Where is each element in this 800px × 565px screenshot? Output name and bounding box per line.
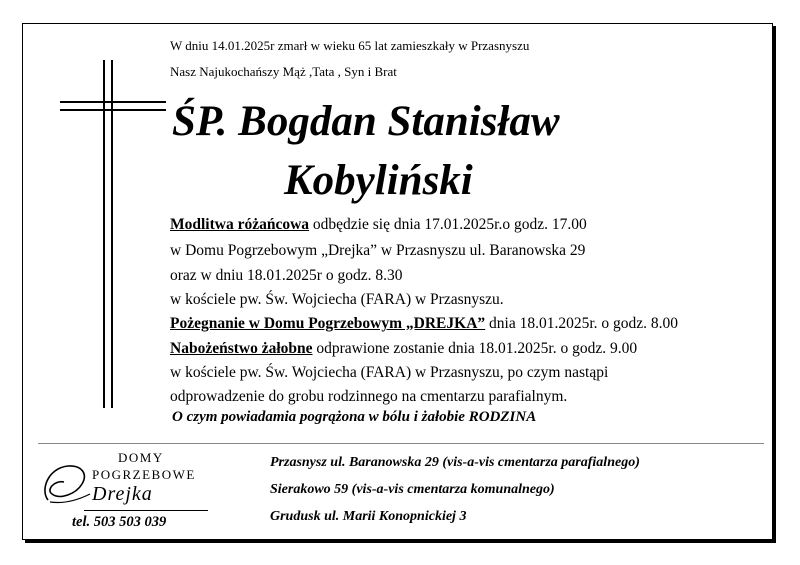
ceremony-line-4: w kościele pw. Św. Wojciecha (FARA) w Przasnyszu.	[170, 291, 504, 308]
farewell-text: dnia 18.01.2025r. o godz. 8.00	[485, 315, 679, 332]
logo-underline	[84, 510, 208, 511]
intro-line-2: Nasz Najukochańszy Mąż ,Tata , Syn i Brat	[170, 64, 397, 79]
farewell-line	[170, 316, 678, 332]
deceased-name-line-2: Kobyliński	[284, 157, 473, 204]
ceremony-line-7: w kościele pw. Św. Wojciecha (FARA) w Przasnyszu, po czym nastąpi	[170, 364, 609, 381]
divider	[38, 443, 764, 444]
closing-line: O czym powiadamia pogrążona w bólu i żałobie RODZINA	[172, 409, 537, 425]
logo-flourish-icon	[38, 460, 94, 508]
ceremony-line-8: odprowadzenie do grobu rodzinnego na cmentarzu parafialnym.	[170, 388, 568, 405]
service-label: Nabożeństwo żałobne	[170, 340, 313, 357]
deceased-name-line-1: ŚP. Bogdan Stanisław	[172, 98, 560, 145]
farewell-label: Pożegnanie w Domu Pogrzebowym „DREJKA”	[170, 315, 486, 332]
logo-text-domy: DOMY	[118, 450, 164, 465]
rosary-text: odbędzie się dnia 17.01.2025r.o godz. 17.00	[309, 216, 587, 233]
ceremony-line-3: oraz w dniu 18.01.2025r o godz. 8.30	[170, 267, 403, 284]
rosary-line	[170, 217, 587, 233]
service-text: odprawione zostanie dnia 18.01.2025r. o godz. 9.00	[312, 340, 638, 357]
phone-number: tel. 503 503 039	[72, 514, 167, 530]
service-line	[170, 341, 637, 357]
intro-line-1: W dniu 14.01.2025r zmarł w wieku 65 lat zamieszkały w Przasnyszu	[170, 38, 530, 53]
rosary-label: Modlitwa różańcowa	[170, 216, 310, 233]
address-3: Grudusk ul. Marii Konopnickiej 3	[270, 509, 467, 524]
address-2: Sierakowo 59 (vis-a-vis cmentarza komunalnego)	[270, 482, 555, 497]
funeral-home-logo	[38, 450, 218, 510]
ceremony-line-2: w Domu Pogrzebowym „Drejka” w Przasnyszu ul. Baranowska 29	[170, 242, 586, 259]
logo-text-pogrzebowe: POGRZEBOWE	[92, 467, 196, 482]
address-1: Przasnysz ul. Baranowska 29 (vis-a-vis cmentarza parafialnego)	[270, 455, 640, 470]
logo-text-drejka: Drejka	[92, 483, 153, 505]
